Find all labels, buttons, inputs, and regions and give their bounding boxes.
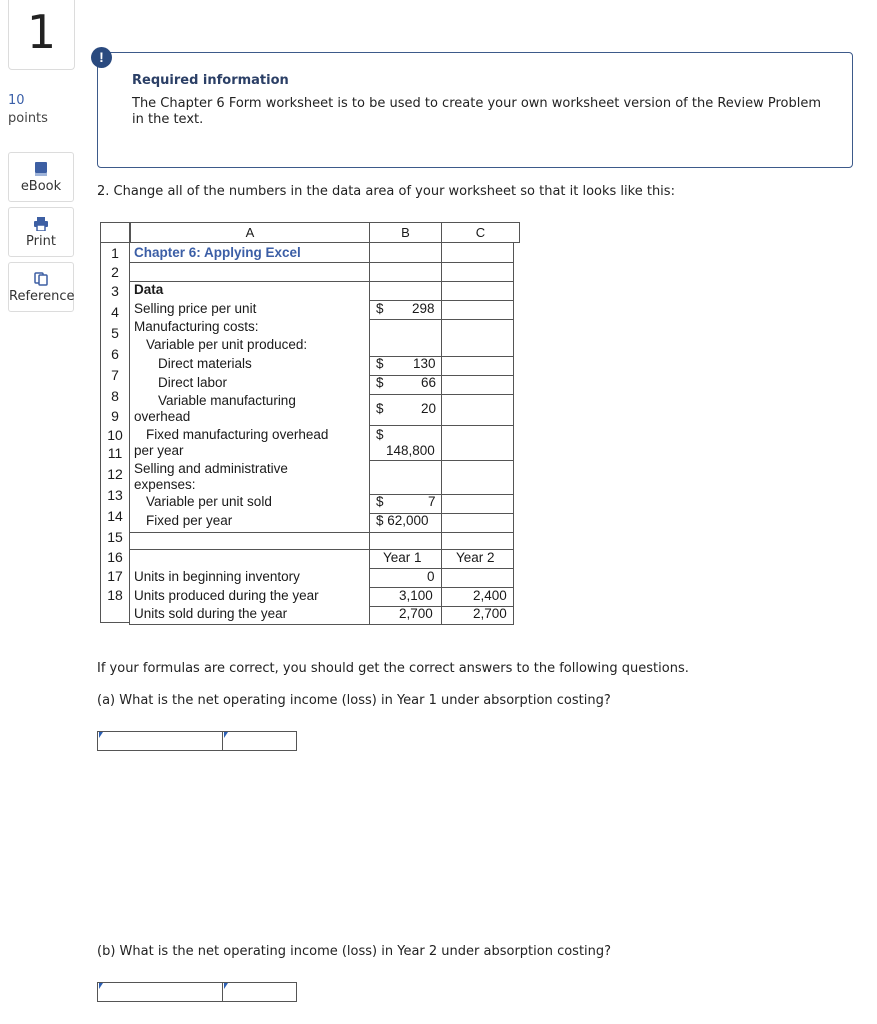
fixed-manufacturing-label: Fixed manufacturing overhead [146, 427, 329, 442]
direct-materials-currency: $ [376, 356, 384, 371]
print-label: Print [26, 234, 56, 249]
answer-b-label-field[interactable] [99, 983, 103, 989]
answer-b-value-field[interactable] [224, 983, 228, 989]
units-produced-label: Units produced during the year [134, 588, 319, 603]
selling-price-value: 298 [412, 301, 435, 316]
row-number: 18 [107, 587, 123, 603]
row-number: 5 [111, 325, 119, 341]
direct-materials-value: 130 [413, 356, 436, 371]
row-line [129, 281, 514, 282]
row-number: 15 [107, 529, 123, 545]
column-header-c: C [441, 222, 520, 243]
row-line [369, 319, 514, 320]
question-a-text: (a) What is the net operating income (loss) in Year 1 under absorption costing? [97, 693, 611, 708]
selling-price-label: Selling price per unit [134, 301, 257, 316]
direct-labor-label: Direct labor [158, 375, 228, 390]
points-value: 10 [8, 93, 25, 108]
row-line [369, 394, 514, 395]
fixed-manufacturing-value: 148,800 [386, 443, 435, 458]
sheet-title: Chapter 6: Applying Excel [134, 245, 301, 260]
fixed-per-year-value: $ 62,000 [376, 513, 429, 528]
row-line [369, 425, 514, 426]
units-sold-year-1: 2,700 [399, 606, 433, 621]
column-header-b: B [369, 222, 442, 243]
reference-label: Reference [9, 289, 75, 304]
question-number: 1 [8, 0, 75, 70]
row-number: 16 [107, 549, 123, 565]
row-number: 7 [111, 367, 119, 383]
row-number: 13 [107, 487, 123, 503]
required-info-title: Required information [132, 73, 289, 88]
book-icon [34, 162, 48, 176]
question-b-text: (b) What is the net operating income (loss) in Year 2 under absorption costing? [97, 944, 612, 959]
copy-icon [34, 272, 48, 286]
printer-icon [34, 217, 48, 231]
row-line [369, 494, 514, 495]
selling-price-currency: $ [376, 301, 384, 316]
corner-header [100, 222, 130, 243]
print-button[interactable] [8, 207, 74, 257]
year-1-header: Year 1 [383, 550, 422, 565]
direct-labor-currency: $ [376, 375, 384, 390]
variable-per-unit-sold-currency: $ [376, 494, 384, 509]
variable-per-unit-sold-label: Variable per unit sold [146, 494, 272, 509]
variable-per-unit-label: Variable per unit produced: [146, 337, 308, 352]
variable-per-unit-sold-value: 7 [428, 494, 436, 509]
row-line [369, 460, 514, 461]
row-number: 6 [111, 346, 119, 362]
points-info [8, 92, 48, 128]
row-number: 4 [111, 304, 119, 320]
alert-icon: ! [91, 47, 112, 68]
row-number-column [100, 243, 130, 623]
ebook-label: eBook [20, 179, 62, 194]
row-line [369, 568, 514, 569]
row-number: 8 [111, 388, 119, 404]
instruction-text: 2. Change all of the numbers in the data area of your worksheet so that it looks like this: [97, 184, 675, 199]
answer-a-label-field[interactable] [99, 732, 103, 738]
beginning-inventory-label: Units in beginning inventory [134, 569, 300, 584]
row-line [369, 375, 514, 376]
units-sold-label: Units sold during the year [134, 606, 288, 621]
row-number: 9 [111, 408, 119, 424]
points-label: points [8, 111, 48, 126]
row-number: 11 [107, 445, 123, 461]
row-number: 10 [107, 427, 123, 443]
field-divider [222, 983, 223, 1001]
sga-label-2: expenses: [134, 477, 196, 492]
variable-manufacturing-currency: $ [376, 401, 384, 416]
row-line [129, 532, 514, 533]
units-sold-year-2: 2,700 [473, 606, 507, 621]
row-line [129, 262, 514, 263]
column-header-a: A [130, 222, 370, 243]
ebook-button[interactable] [8, 152, 74, 202]
reference-button[interactable] [8, 262, 74, 312]
data-label: Data [134, 282, 164, 297]
row-number: 3 [111, 283, 119, 299]
required-info-text: The Chapter 6 Form worksheet is to be used to create your own worksheet version of the Review Problem in the text. [132, 96, 822, 127]
row-number: 14 [107, 508, 123, 524]
fixed-manufacturing-label-2: per year [134, 443, 184, 458]
answer-b-input-group [97, 982, 297, 1002]
direct-materials-label: Direct materials [158, 356, 252, 371]
units-produced-year-1: 3,100 [399, 588, 433, 603]
row-number: 17 [107, 568, 123, 584]
variable-manufacturing-value: 20 [421, 401, 437, 416]
row-number: 2 [111, 264, 119, 280]
variable-manufacturing-label: Variable manufacturing [158, 393, 296, 408]
row-number: 1 [111, 245, 119, 261]
answer-a-input-group [97, 731, 297, 751]
row-line [369, 356, 514, 357]
manufacturing-costs-label: Manufacturing costs: [134, 319, 259, 334]
required-information-box [97, 52, 853, 168]
row-number: 12 [107, 466, 123, 482]
year-2-header: Year 2 [456, 550, 495, 565]
answer-a-value-field[interactable] [224, 732, 228, 738]
field-divider [222, 732, 223, 750]
followup-text: If your formulas are correct, you should get the correct answers to the following questions. [97, 661, 689, 676]
variable-manufacturing-label-2: overhead [134, 409, 191, 424]
units-produced-year-2: 2,400 [473, 588, 507, 603]
fixed-per-year-label: Fixed per year [146, 513, 233, 528]
direct-labor-value: 66 [421, 375, 437, 390]
beginning-inventory-year-1: 0 [427, 569, 435, 584]
fixed-manufacturing-currency: $ [376, 427, 384, 442]
sga-label: Selling and administrative [134, 461, 288, 476]
row-line [369, 300, 514, 301]
